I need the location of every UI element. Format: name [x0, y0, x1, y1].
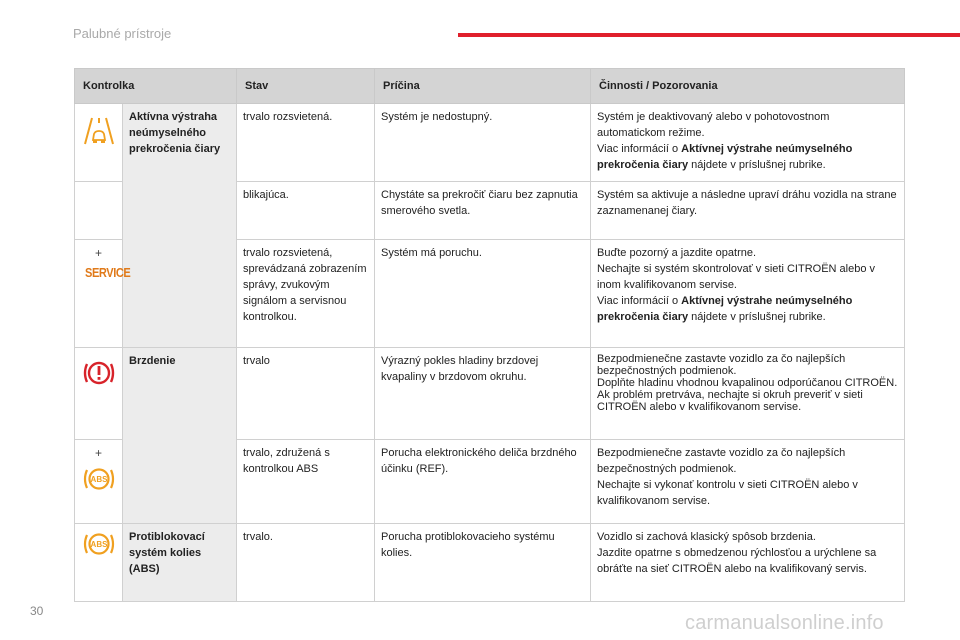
- icon-cell: [75, 524, 123, 602]
- abs-icon: [82, 530, 116, 558]
- cell-state: blikajúca.: [237, 182, 375, 240]
- action-text: Nechajte si vykonať kontrolu v sieti CITROËN alebo v kvalifikovanom servise.: [597, 479, 858, 507]
- cell-action: [591, 440, 905, 524]
- action-text: Systém je deaktivovaný alebo v pohotovostnom automatickom režime.: [597, 111, 830, 139]
- brake-warning-icon: [82, 358, 116, 388]
- action-suffix: nájdete v príslušnej rubrike.: [688, 159, 826, 171]
- action-suffix: nájdete v príslušnej rubrike.: [688, 311, 826, 323]
- plus-sign: +: [94, 246, 102, 260]
- cell-cause: Výrazný pokles hladiny brzdovej kvapaliny v brzdovom okruhu.: [375, 348, 591, 440]
- icon-cell: [75, 240, 131, 348]
- svg-text:ABS: ABS: [90, 540, 107, 549]
- cell-state: trvalo rozsvietená, sprevádzaná zobrazením správy, zvukovým signálom a servisnou kontrolkou.: [237, 240, 375, 348]
- cell-cause: Systém je nedostupný.: [375, 104, 591, 182]
- action-bold: Aktívnej výstrahe neúmyselného prekročenia čiary: [597, 143, 853, 171]
- icon-cell-empty: [75, 182, 123, 240]
- header-accent-bar: [458, 33, 960, 37]
- cell-action: [591, 240, 905, 348]
- cell-action: [591, 524, 905, 602]
- cell-cause: Chystáte sa prekročiť čiaru bez zapnutia smerového svetla.: [375, 182, 591, 240]
- service-icon: SERVICE: [85, 265, 131, 280]
- cell-action: Systém sa aktivuje a následne upraví dráhu vozidla na strane zaznamenanej čiary.: [591, 182, 905, 240]
- action-prefix: Viac informácií o: [597, 295, 682, 307]
- row-name-abs: Protiblokovací systém kolies (ABS): [123, 524, 237, 602]
- row-name-brakes: Brzdenie: [123, 348, 237, 524]
- action-text-ref: [597, 293, 898, 325]
- action-text: Nechajte si systém skontrolovať v sieti CITROËN alebo v inom kvalifikovanom servise.: [597, 263, 875, 291]
- header-pricina: Príčina: [375, 69, 591, 104]
- cell-state: trvalo, združená s kontrolkou ABS: [237, 440, 375, 524]
- table-row: [75, 348, 905, 440]
- row-name-lane-departure: Aktívna výstraha neúmyselného prekročenia čiary: [123, 104, 237, 348]
- abs-icon: [82, 465, 116, 493]
- watermark: carmanualsonline.info: [685, 612, 884, 634]
- cell-cause: Porucha elektronického deliča brzdného účinku (REF).: [375, 440, 591, 524]
- action-bold: Aktívnej výstrahe neúmyselného prekročenia čiary: [597, 295, 853, 323]
- cell-state: trvalo.: [237, 524, 375, 602]
- cell-state: trvalo: [237, 348, 375, 440]
- plus-sign: +: [94, 446, 102, 460]
- action-text: Bezpodmienečne zastavte vozidlo za čo najlepších bezpečnostných podmienok.: [597, 447, 846, 475]
- table-row: [75, 104, 905, 182]
- icon-cell: [75, 440, 123, 524]
- cell-cause: Porucha protiblokovacieho systému kolies.: [375, 524, 591, 602]
- lane-departure-icon: [82, 114, 116, 148]
- warning-lights-table: [74, 68, 905, 602]
- table-header-row: [75, 69, 905, 104]
- action-text: Buďte pozorný a jazdite opatrne.: [597, 247, 757, 259]
- action-text: Vozidlo si zachová klasický spôsob brzdenia.: [597, 531, 816, 543]
- table-row: [75, 524, 905, 602]
- action-text: Jazdite opatrne s obmedzenou rýchlosťou a urýchlene sa obráťte na sieť CITROËN alebo na kvalifikovaný servis.: [597, 547, 877, 575]
- icon-cell: [75, 104, 123, 182]
- action-prefix: Viac informácií o: [597, 143, 682, 155]
- icon-cell: [75, 348, 123, 440]
- header-cinnosti: Činnosti / Pozorovania: [591, 69, 905, 104]
- cell-cause: Systém má poruchu.: [375, 240, 591, 348]
- page-header-title: Palubné prístroje: [73, 26, 172, 41]
- header-stav: Stav: [237, 69, 375, 104]
- svg-text:ABS: ABS: [90, 475, 107, 484]
- cell-state: trvalo rozsvietená.: [237, 104, 375, 182]
- cell-action: Bezpodmienečne zastavte vozidlo za čo najlepších bezpečnostných podmienok. Doplňte hladinu vhodnou kvapalinou odporúčanou CITROËN. Ak problém pretrváva, nechajte si okruh preveriť v sieti CITROËN alebo v kvalifikovanom servise.: [591, 348, 905, 440]
- action-text-ref: [597, 141, 898, 173]
- page-number: 30: [30, 604, 44, 618]
- header-kontrolka: Kontrolka: [75, 69, 237, 104]
- cell-action: [591, 104, 905, 182]
